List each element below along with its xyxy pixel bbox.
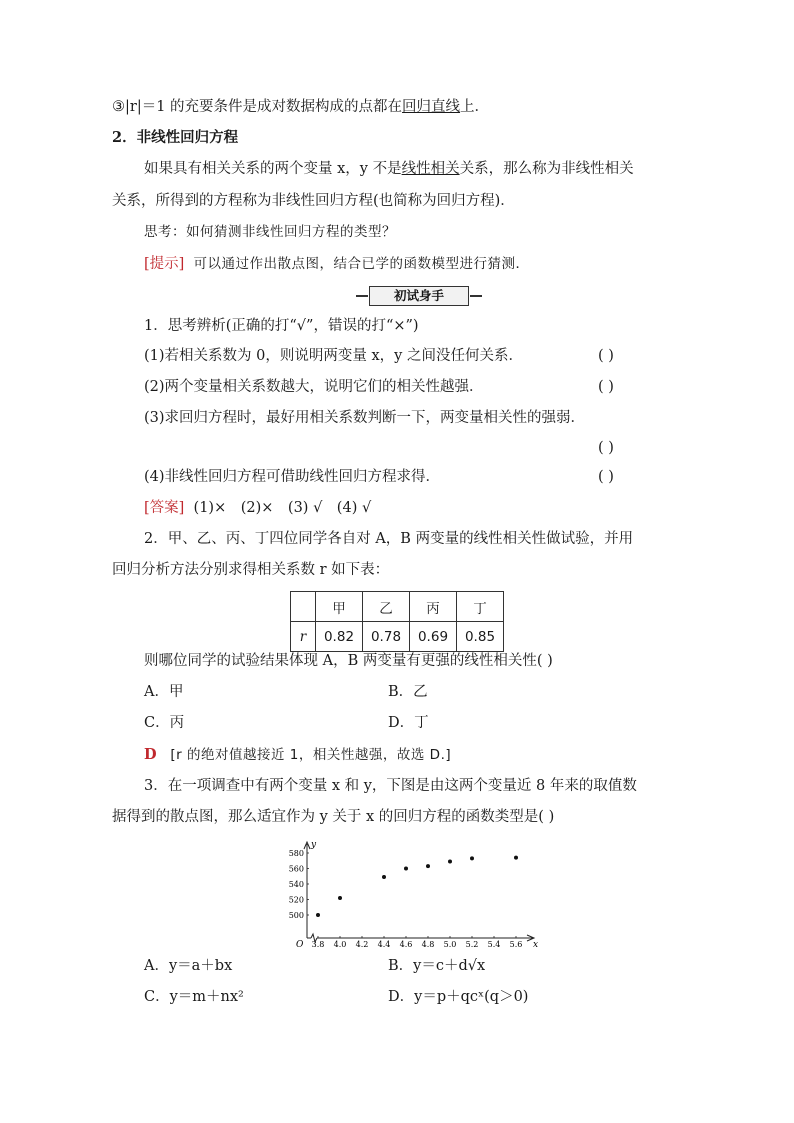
q1-item-3: (3)求回归方程时，最好用相关系数判断一下，两变量相关性的强弱．	[144, 410, 586, 426]
table-cell: 0.82	[316, 622, 363, 652]
y-tick-label: 500	[288, 911, 304, 920]
scatter-point	[404, 867, 408, 871]
answer-text: (1)× (2)× (3) √ (4) √	[193, 500, 372, 516]
table-header-cell: 丁	[457, 592, 504, 622]
table-cell: 0.69	[410, 622, 457, 652]
table-row	[291, 622, 504, 652]
table-header-row	[291, 592, 504, 622]
q2-line1: 2．甲、乙、丙、丁四位同学各自对 A，B 两变量的线性相关性做试验，并用	[144, 531, 634, 547]
y-tick-label: 560	[288, 864, 304, 874]
x-tick-label: 4.4	[377, 940, 391, 948]
section-banner: 初试身手	[369, 286, 469, 306]
q2-option-c: C．丙	[144, 715, 185, 731]
scatter-point	[338, 896, 342, 900]
scatter-point	[514, 856, 518, 860]
y-tick-label: 580	[288, 849, 304, 858]
x-tick-label: 5.2	[465, 940, 479, 948]
scatter-plot	[285, 838, 545, 948]
x-tick-label: 5.4	[487, 940, 501, 948]
y-axis-label: y	[311, 840, 317, 850]
q3-option-c: C．y＝m＋nx²	[144, 989, 244, 1005]
q3-option-a: A．y＝a＋bx	[144, 958, 233, 974]
x-tick-label: 5.0	[443, 940, 457, 948]
q3-option-b: B．y＝c＋d√x	[388, 958, 486, 974]
x-tick-label: 4.0	[333, 940, 347, 948]
para1-text-b: 关系，那么称为非线性相关	[459, 161, 634, 177]
para1-line2: 关系，所得到的方程称为非线性回归方程(也简称为回归方程)．	[112, 193, 515, 209]
scatter-point	[426, 864, 430, 868]
q1-answer-blank-3: ( )	[598, 440, 614, 456]
item3-end: 上．	[460, 99, 490, 115]
q1-answer-blank-2: ( )	[598, 379, 614, 395]
x-tick-label: 4.2	[355, 940, 369, 948]
q1-answer-line	[144, 497, 371, 519]
q1-item-4: (4)非线性回归方程可借助线性回归方程求得．	[144, 469, 441, 485]
x-tick-label: 5.6	[509, 940, 523, 948]
think-question: 思考：如何猜测非线性回归方程的类型？	[144, 224, 396, 240]
axes	[304, 842, 534, 942]
q2-option-a: A．甲	[144, 684, 184, 700]
para1-underlined: 线性相关	[401, 161, 460, 177]
hint-line	[144, 253, 530, 275]
q3-line1: 3．在一项调查中有两个变量 x 和 y，下图是由这两个变量近 8 年来的取值数	[144, 778, 637, 794]
section2-heading: 2．非线性回归方程	[112, 129, 239, 146]
y-tick-label: 520	[288, 895, 304, 905]
q1-item-1: (1)若相关系数为 0，则说明两变量 x，y 之间没任何关系．	[144, 348, 523, 364]
q1-answer-blank-1: ( )	[598, 348, 614, 364]
answer-tag: [答案]	[144, 500, 185, 516]
q3-line2: 据得到的散点图，那么适宜作为 y 关于 x 的回归方程的函数类型是( )	[112, 809, 555, 825]
hint-text: 可以通过作出散点图，结合已学的函数模型进行猜测．	[193, 256, 530, 272]
table-header-cell: 甲	[316, 592, 363, 622]
y-tick-label: 540	[288, 880, 304, 889]
tick-labels	[289, 840, 538, 948]
correlation-table	[290, 591, 504, 652]
item3-condition: ③|r|＝1 的充要条件是成对数据构成的点都在	[112, 99, 403, 115]
x-tick-label: 3.8	[311, 940, 325, 948]
q2-question: 则哪位同学的试验结果体现 A，B 两变量有更强的线性相关性( )	[144, 653, 553, 669]
scatter-point	[382, 875, 386, 879]
q1-item-2: (2)两个变量相关系数越大，说明它们的相关性越强．	[144, 379, 484, 395]
item3-line	[112, 96, 489, 118]
x-axis-label: x	[533, 940, 539, 948]
q2-option-d: D．丁	[388, 715, 429, 731]
x-tick-label: 4.8	[421, 940, 435, 948]
origin-label: O	[296, 940, 304, 948]
table-header-cell: 丙	[410, 592, 457, 622]
table-header-cell	[291, 592, 316, 622]
scatter-point	[470, 856, 474, 860]
table-row-label: r	[291, 622, 316, 652]
para1-line1	[144, 158, 634, 180]
scatter-point	[448, 860, 452, 864]
q2-line2: 回归分析方法分别求得相关系数 r 如下表：	[112, 562, 390, 578]
table-cell: 0.78	[363, 622, 410, 652]
q2-answer-letter: D	[144, 746, 157, 763]
q2-explanation: [r 的绝对值越接近 1，相关性越强，故选 D.]	[170, 747, 452, 763]
x-tick-label: 4.6	[399, 940, 413, 948]
scatter-point	[316, 913, 320, 917]
q3-option-d: D．y＝p＋qcˣ(q＞0)	[388, 989, 529, 1005]
table-header-cell: 乙	[363, 592, 410, 622]
para1-text-a: 如果具有相关关系的两个变量 x，y 不是	[144, 161, 402, 177]
q2-option-b: B．乙	[388, 684, 428, 700]
table-cell: 0.85	[457, 622, 504, 652]
q2-explanation-line	[144, 744, 451, 766]
q1-answer-blank-4: ( )	[598, 469, 614, 485]
item3-underlined-term: 回归直线	[402, 99, 461, 115]
hint-tag: [提示]	[144, 256, 185, 272]
data-points	[316, 856, 518, 917]
q1-title: 1．思考辨析(正确的打“√”，错误的打“×”)	[144, 318, 419, 334]
